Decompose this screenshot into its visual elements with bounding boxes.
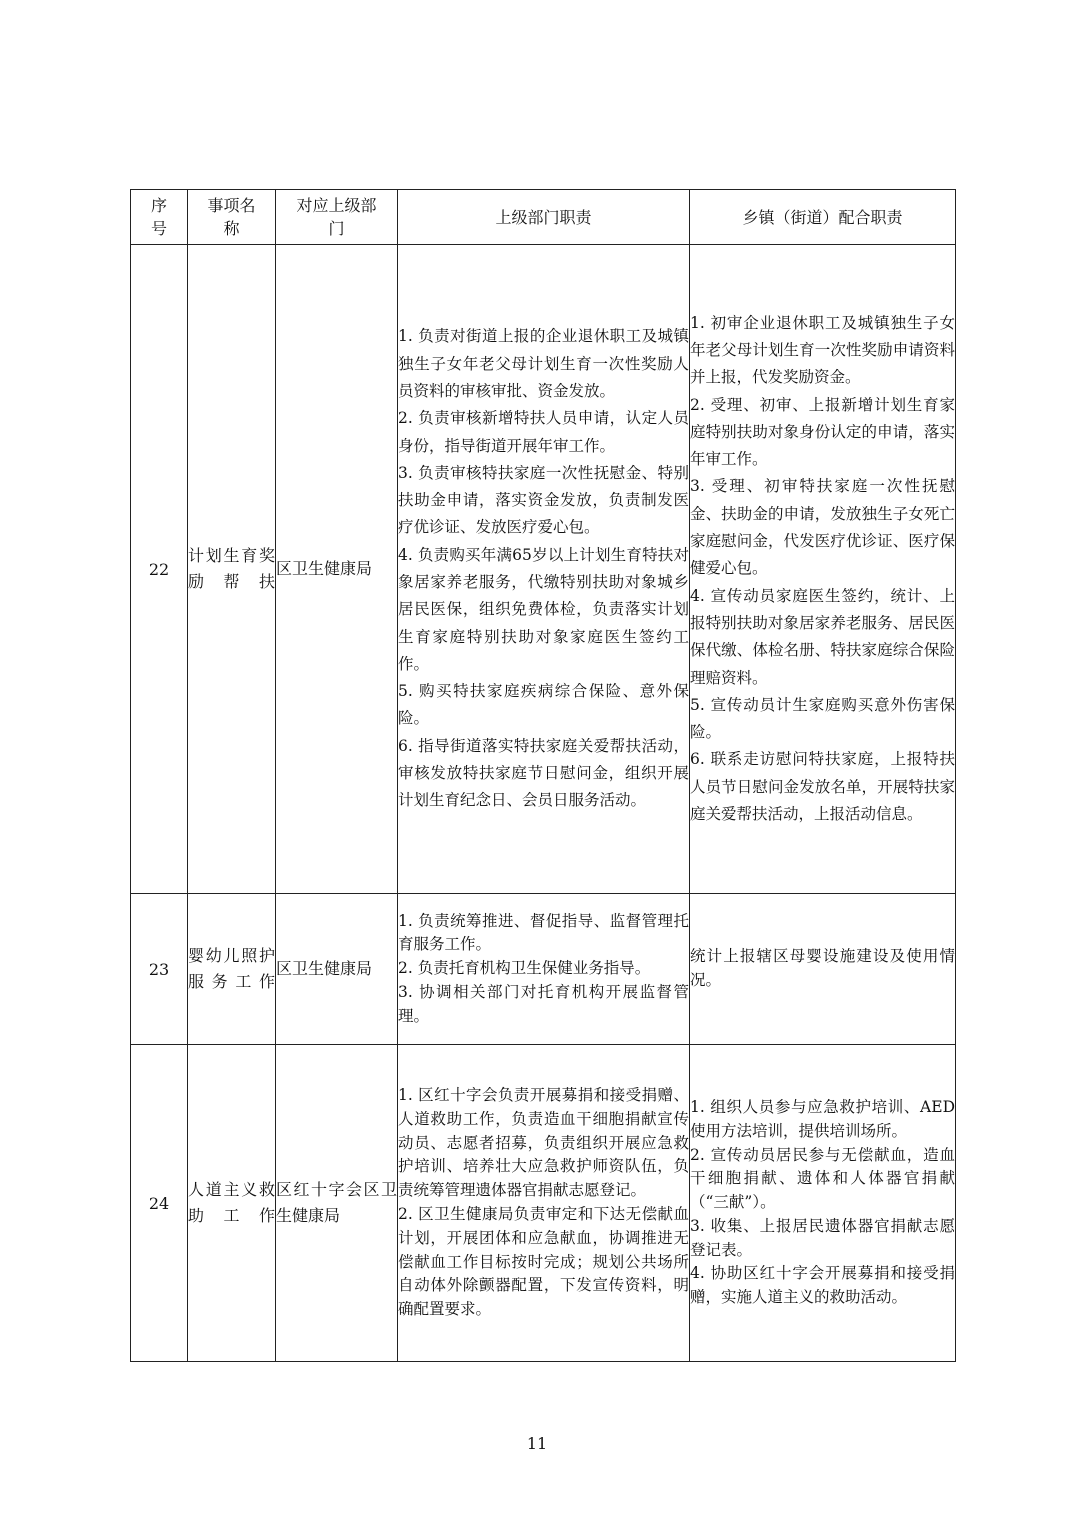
duty-item: 3. 负责审核特扶家庭一次性抚慰金、特别扶助金申请，落实资金发放，负责制发医疗优诊证、发放医疗爱心包。: [398, 463, 689, 537]
table-row: [131, 1045, 956, 1362]
header-upper-duty-text: 上级部门职责: [495, 207, 592, 227]
table-row: [131, 894, 956, 1045]
duty-item: 6. 联系走访慰问特扶家庭，上报特扶人员节日慰问金发放名单，开展特扶家庭关爱帮扶活动，上报活动信息。: [690, 750, 955, 824]
item-name: 人道主义救助工作: [188, 1045, 276, 1362]
upper-duties: [398, 1045, 690, 1362]
header-name: [188, 190, 276, 245]
duty-item: 6. 指导街道落实特扶家庭关爱帮扶活动，审核发放特扶家庭节日慰问金，组织开展计划生育纪念日、会员日服务活动。: [398, 736, 689, 810]
duty-item: 1. 负责统筹推进、督促指导、监督管理托育服务工作。: [398, 911, 689, 954]
header-town-duty: [690, 190, 956, 245]
duty-item: 3. 受理、初审特扶家庭一次性抚慰金、扶助金的申请，发放独生子女死亡家庭慰问金，代发医疗优诊证、医疗保健爱心包。: [690, 477, 955, 578]
town-duties: [690, 894, 956, 1045]
header-row: [131, 190, 956, 245]
header-town-duty-text: 乡镇（街道）配合职责: [742, 207, 903, 227]
item-dept: 区卫生健康局: [276, 245, 398, 894]
header-dept-text: 对应上级部门: [296, 196, 377, 238]
header-upper-duty: [398, 190, 690, 245]
item-name: 婴幼儿照护服务工作: [188, 894, 276, 1045]
row-number: 23: [131, 894, 188, 1045]
header-name-text: 事项名称: [207, 196, 256, 238]
page-number: 11: [526, 1434, 548, 1453]
town-duties: [690, 245, 956, 894]
duty-item: 1. 负责对街道上报的企业退休职工及城镇独生子女年老父母计划生育一次性奖励人员资料的审核审批、资金发放。: [398, 327, 689, 400]
upper-duties: [398, 245, 690, 894]
duty-item: 5. 购买特扶家庭疾病综合保险、意外保险。: [398, 682, 689, 728]
duty-item: 4. 负责购买年满65岁以上计划生育特扶对象居家养老服务，代缴特别扶助对象城乡居民医保，组织免费体检，负责落实计划生育家庭特别扶助对象家庭医生签约工作。: [398, 545, 689, 673]
header-no-text: 序号: [150, 196, 167, 238]
duty-item: 2. 负责审核新增特扶人员申请，认定人员身份，指导街道开展年审工作。: [398, 409, 689, 455]
duty-item: 统计上报辖区母婴设施建设及使用情况。: [690, 947, 955, 989]
row-number: 24: [131, 1045, 188, 1362]
town-duties: [690, 1045, 956, 1362]
item-dept: 区卫生健康局: [276, 894, 398, 1045]
duty-item: 1. 初审企业退休职工及城镇独生子女年老父母计划生育一次性奖励申请资料并上报，代发奖励资金。: [690, 313, 955, 387]
duty-item: 5. 宣传动员计生家庭购买意外伤害保险。: [690, 695, 955, 742]
row-number: 22: [131, 245, 188, 894]
duty-item: 2. 宣传动员居民参与无偿献血，造血干细胞捐献、遗体和人体器官捐献（“三献”）。: [690, 1145, 955, 1212]
duty-item: 1. 组织人员参与应急救护培训、AED使用方法培训，提供培训场所。: [690, 1097, 955, 1140]
duty-item: 2. 负责托育机构卫生保健业务指导。: [398, 959, 651, 978]
header-dept: [276, 190, 398, 245]
duty-item: 4. 宣传动员家庭医生签约，统计、上报特别扶助对象居家养老服务、居民医保代缴、体检名册、特扶家庭综合保险理赔资料。: [690, 586, 955, 687]
responsibility-table: [130, 189, 956, 1362]
duty-item: 2. 受理、初审、上报新增计划生育家庭特别扶助对象身份认定的申请，落实年审工作。: [690, 395, 955, 469]
table-row: [131, 245, 956, 894]
upper-duties: [398, 894, 690, 1045]
duty-item: 3. 协调相关部门对托育机构开展监督管理。: [398, 982, 689, 1025]
duty-item: 1. 区红十字会负责开展募捐和接受捐赠、人道救助工作，负责造血干细胞捐献宣传动员、志愿者招募，负责组织开展应急救护培训、培养壮大应急救护师资队伍，负责统筹管理遗体器官捐献志愿登记。: [398, 1086, 689, 1200]
header-no: [131, 190, 188, 245]
duty-item: 2. 区卫生健康局负责审定和下达无偿献血计划，开展团体和应急献血，协调推进无偿献血工作目标按时完成；规划公共场所自动体外除颤器配置，下发宣传资料，明确配置要求。: [398, 1205, 689, 1319]
duty-item: 4. 协助区红十字会开展募捐和接受捐赠，实施人道主义的救助活动。: [690, 1264, 955, 1307]
duty-item: 3. 收集、上报居民遗体器官捐献志愿登记表。: [690, 1216, 955, 1259]
item-dept: 区红十字会区卫生健康局: [276, 1045, 398, 1362]
item-name: 计划生育奖励帮扶: [188, 245, 276, 894]
